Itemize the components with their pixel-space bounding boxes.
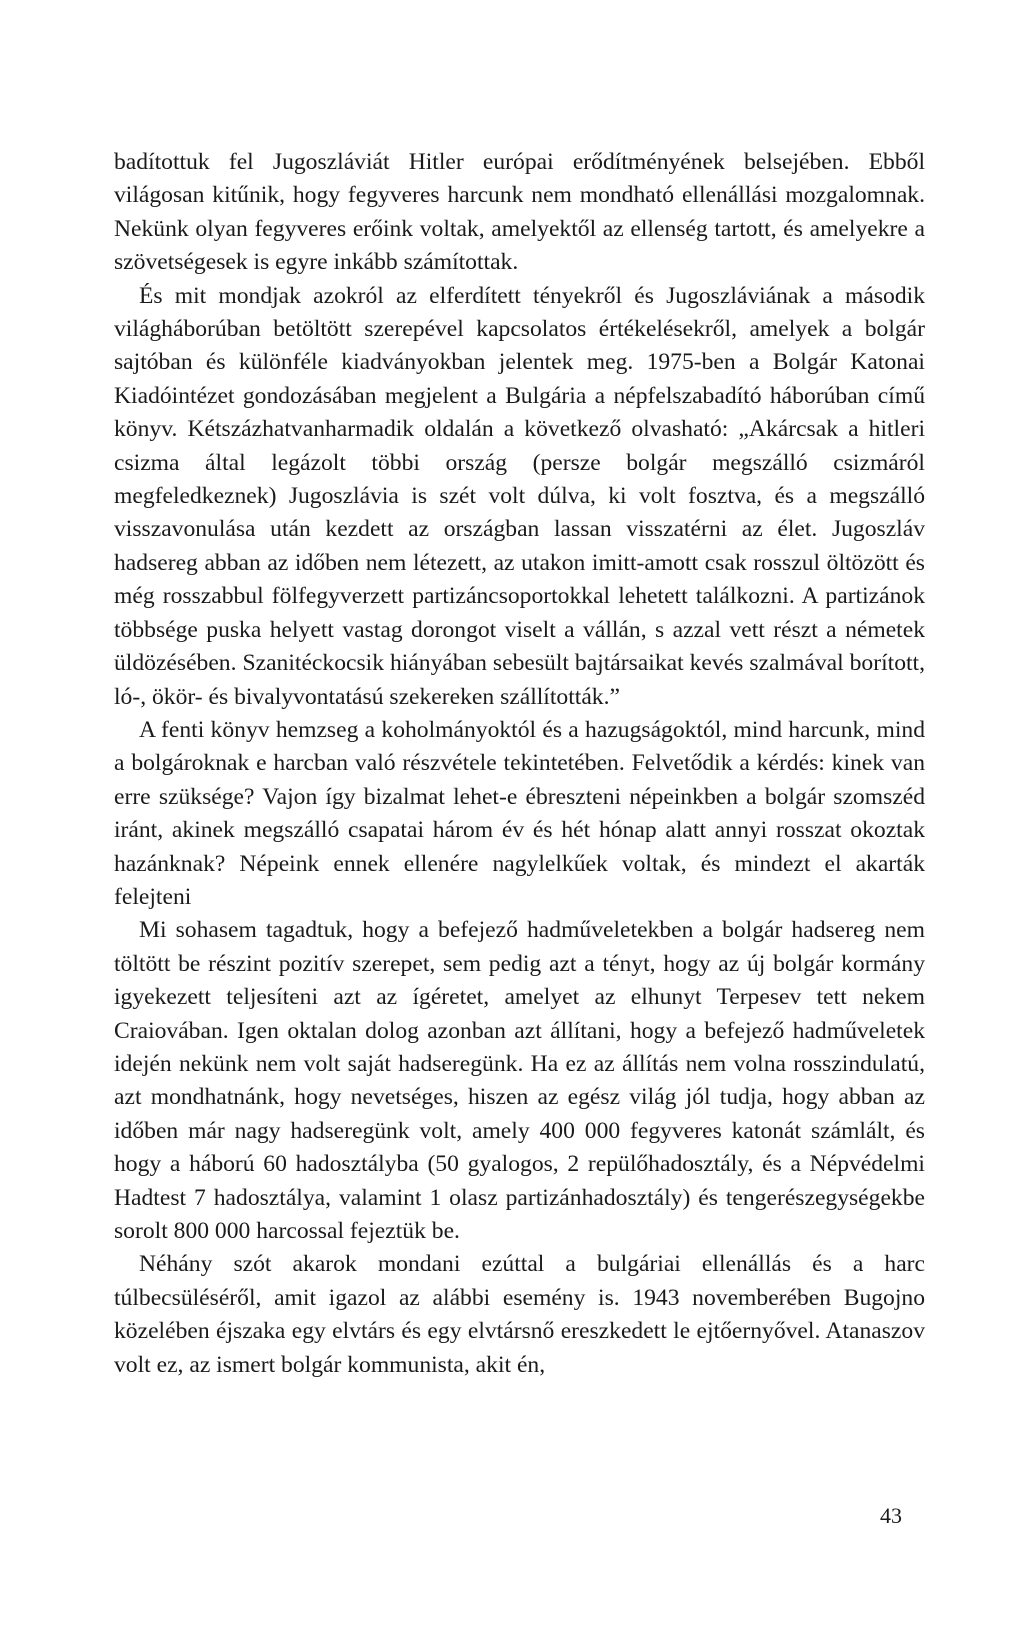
paragraph-2: És mit mondjak azokról az elferdített tényekről és Jugoszláviának a második világháborúban betöltött szerepével kapcsolatos értékelésekről, amelyek a bolgár sajtóban és különféle kiadványokban jelentek meg. 1975-ben a Bolgár Katonai Kiadóintézet gondozásában megjelent a Bulgária a népfelszabadító háborúban című könyv. Kétszázhatvanharmadik oldalán a következő olvasható: „Akárcsak a hitleri csizma által legázolt többi ország (persze bolgár megszálló csizmáról megfeledkeznek) Jugoszlávia is szét volt dúlva, ki volt fosztva, és a megszálló visszavonulása után kezdett az országban lassan visszatérni az élet. Jugoszláv hadsereg abban az időben nem létezett, az utakon imitt-amott csak rosszul öltözött és még rosszabbul fölfegyverzett partizáncsoportokkal lehetett találkozni. A partizánok többsége puska helyett vastag dorongot viselt a vállán, s azzal vett részt a németek üldözésében. Szanitéckocsik hiányában sebesült bajtársaikat kevés szalmával borított, ló-, ökör- és bivalyvontatású szekereken szállították.” [114, 282, 925, 710]
page-number: 43 [880, 1503, 902, 1528]
paragraph-3: A fenti könyv hemzseg a koholmányoktól és a hazugságoktól, mind harcunk, mind a bolgároknak e harcban való részvétele tekintetében. Felvetődik a kérdés: kinek van erre szüksége? Vajon így bizalmat lehet-e ébreszteni népeinkben a bolgár szomszéd iránt, akinek megszálló csapatai három év és hét hónap alatt annyi rosszat okoztak hazánknak? Népeink ennek ellenére nagylelkűek voltak, és mindezt el akarták felejteni [114, 716, 925, 910]
paragraph-1: badítottuk fel Jugoszláviát Hitler európai erődítményének belsejében. Ebből világosan kitűnik, hogy fegyveres harcunk nem mondható ellenállási mozgalomnak. Nekünk olyan fegyveres erőink voltak, amelyektől az ellenség tartott, és amelyekre a szövetségesek is egyre inkább számítottak. [114, 149, 925, 276]
paragraph-5: Néhány szót akarok mondani ezúttal a bulgáriai ellenállás és a harc túlbecsüléséről, amit igazol az alábbi esemény is. 1943 novemberében Bugojno közelében éjszaka egy elvtárs és egy elvtársnő ereszkedett le ejtőernyővel. Atanaszov volt ez, az ismert bolgár kommunista, akit én, [114, 1251, 925, 1378]
paragraph-4: Mi sohasem tagadtuk, hogy a befejező hadműveletekben a bolgár hadsereg nem töltött be részint pozitív szerepet, sem pedig azt a tényt, hogy az új bolgár kormány igyekezett teljesíteni azt az ígéretet, amelyet az elhunyt Terpesev tett nekem Craiovában. Igen oktalan dolog azonban azt állítani, hogy a befejező hadműveletek idején nekünk nem volt saját hadseregünk. Ha ez az állítás nem volna rosszindulatú, azt mondhatnánk, hogy nevetséges, hiszen az egész világ jól tudja, hogy abban az időben már nagy hadseregünk volt, amely 400 000 fegyveres katonát számlált, és hogy a háború 60 hadosztályba (50 gyalogos, 2 repülőhadosztály, és a Népvédelmi Hadtest 7 hadosztálya, valamint 1 olasz partizánhadosztály) és tengerészegységekbe sorolt 800 000 harcossal fejeztük be. [114, 917, 925, 1244]
page-body [114, 146, 925, 1382]
